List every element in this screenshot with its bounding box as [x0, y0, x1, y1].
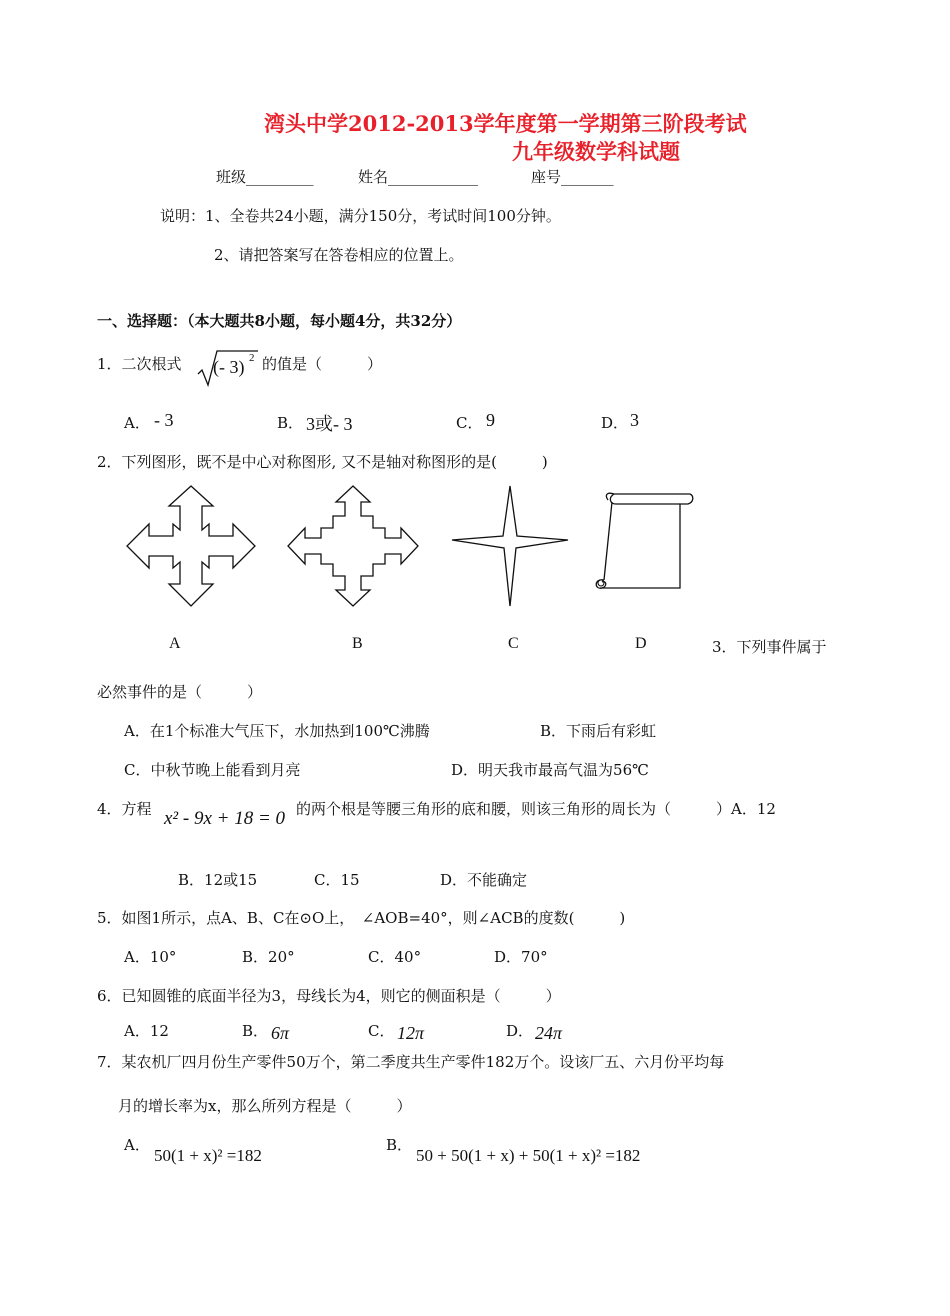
name-field-label: 姓名____________ — [358, 168, 479, 186]
instructions-note-1: 说明：1、全卷共24小题，满分150分，考试时间100分钟。 — [160, 207, 561, 225]
q5-option-c: C．40° — [368, 948, 422, 966]
q6-option-c-value: 12π — [397, 1023, 425, 1043]
q6-option-b-label: B． — [242, 1022, 269, 1040]
exam-title-line1: 湾头中学2012-2013学年度第一学期第三阶段考试 — [264, 111, 747, 136]
q3-text-continued: 必然事件的是（ ） — [97, 683, 263, 701]
q2-text: 2．下列图形，既不是中心对称图形, 又不是轴对称图形的是( ) — [97, 453, 548, 471]
q6-option-d-value: 24π — [535, 1023, 563, 1043]
q1-option-c-value: 9 — [486, 410, 495, 430]
figure-b-stepped-arrows — [286, 484, 420, 608]
q1-radicand: (- 3) — [213, 357, 245, 377]
q7-text-line1: 7．某农机厂四月份生产零件50万个，第二季度共生产零件182万个。设该厂五、六月份平均每 — [97, 1053, 725, 1071]
q6-text: 6．已知圆锥的底面半径为3，母线长为4，则它的侧面积是（ ） — [97, 987, 561, 1005]
q3-option-b: B．下雨后有彩虹 — [540, 722, 657, 740]
q4-option-d: D．不能确定 — [440, 871, 528, 889]
q4-option-c: C．15 — [314, 871, 360, 889]
q3-option-c: C．中秋节晚上能看到月亮 — [124, 761, 301, 779]
q4-option-b: B．12或15 — [178, 871, 258, 889]
figure-c-star — [450, 484, 570, 608]
q1-option-c-label: C． — [456, 414, 483, 432]
q6-option-d-label: D． — [506, 1022, 534, 1040]
figure-b-label: B — [352, 635, 363, 652]
q3-option-d: D．明天我市最高气温为56℃ — [451, 761, 649, 779]
q6-option-c-label: C． — [368, 1022, 395, 1040]
q7-option-a-equation: 50(1 + x)² =182 — [154, 1146, 262, 1165]
q1-suffix: 的值是（ ） — [262, 355, 383, 373]
q1-option-a-label: A． — [124, 414, 150, 432]
q5-option-d: D．70° — [494, 948, 548, 966]
q7-option-a-label: A． — [124, 1136, 150, 1154]
figure-d-scroll — [590, 490, 696, 594]
q4-equation: x² - 9x + 18 = 0 — [164, 808, 286, 829]
q5-option-b: B．20° — [242, 948, 295, 966]
q1-option-b-value: 3或- 3 — [306, 414, 353, 434]
q1-option-d-value: 3 — [630, 410, 639, 430]
instructions-note-2: 2、请把答案写在答卷相应的位置上。 — [214, 246, 464, 264]
q1-option-d-label: D． — [601, 414, 629, 432]
q1-exponent: 2 — [249, 352, 255, 364]
q3-option-a: A．在1个标准大气压下，水加热到100℃沸腾 — [124, 722, 430, 740]
figure-d-label: D — [635, 635, 647, 652]
q1-option-a-value: - 3 — [154, 410, 174, 430]
q6-option-a: A．12 — [124, 1022, 169, 1040]
q7-option-b-equation: 50 + 50(1 + x) + 50(1 + x)² =182 — [416, 1146, 641, 1165]
q4-suffix: 的两个根是等腰三角形的底和腰，则该三角形的周长为（ ）A．12 — [296, 800, 776, 818]
section-title-choice: 一、选择题：（本大题共8小题，每小题4分，共32分） — [97, 312, 462, 330]
q3-text-start: 3．下列事件属于 — [712, 638, 827, 656]
q4-prefix: 4．方程 — [97, 800, 152, 818]
q1-prefix: 1．二次根式 — [97, 355, 182, 373]
seat-field-label: 座号_______ — [531, 168, 614, 186]
exam-title-line2: 九年级数学科试题 — [512, 139, 680, 164]
figure-a-four-arrows — [125, 484, 257, 608]
class-field-label: 班级_________ — [216, 168, 314, 186]
figure-c-label: C — [508, 635, 519, 652]
q7-text-line2: 月的增长率为x，那么所列方程是（ ） — [118, 1097, 412, 1115]
q7-option-b-label: B． — [386, 1136, 413, 1154]
q6-option-b-value: 6π — [271, 1023, 290, 1043]
q5-text: 5．如图1所示，点A、B、C在⊙O上， ∠AOB=40°，则∠ACB的度数( ) — [97, 909, 626, 927]
q1-option-b-label: B． — [277, 414, 304, 432]
figure-a-label: A — [169, 635, 181, 652]
q5-option-a: A．10° — [124, 948, 177, 966]
